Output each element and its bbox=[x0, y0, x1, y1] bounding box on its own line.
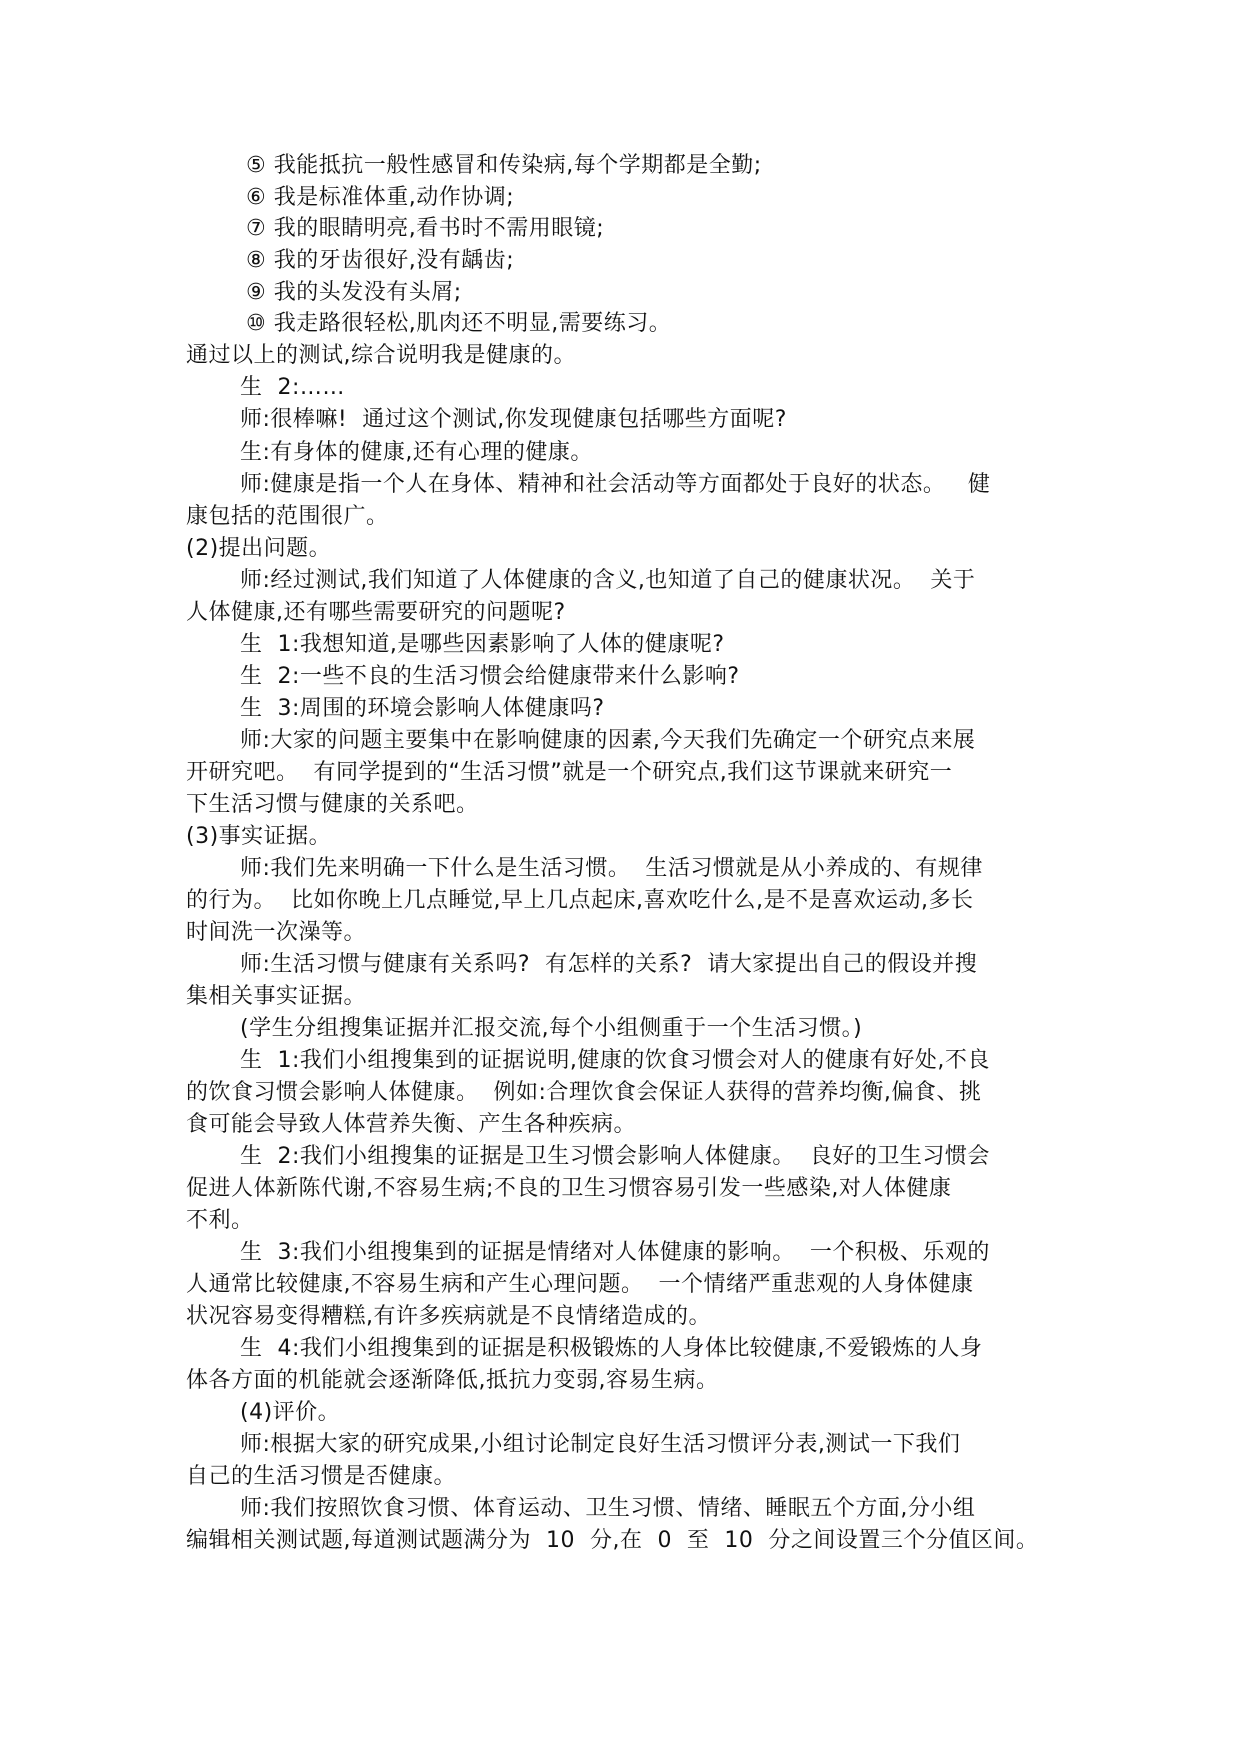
text-line: 师:经过测试,我们知道了人体健康的含义,也知道了自己的健康状况。 关于 bbox=[240, 568, 976, 593]
text-line: 编辑相关测试题,每道测试题满分为 10 分,在 0 至 10 分之间设置三个分值区间。 bbox=[186, 1528, 1039, 1553]
text-line: 生 1:我们小组搜集到的证据说明,健康的饮食习惯会对人的健康有好处,不良 bbox=[240, 1048, 990, 1073]
text-line: 生 2:…… bbox=[240, 375, 345, 400]
text-line: 师:根据大家的研究成果,小组讨论制定良好生活习惯评分表,测试一下我们 bbox=[240, 1432, 961, 1457]
text-line: 时间洗一次澡等。 bbox=[186, 920, 367, 945]
text-line: 师:很棒嘛! 通过这个测试,你发现健康包括哪些方面呢? bbox=[240, 407, 787, 432]
text-line: ⑥ 我是标准体重,动作协调; bbox=[246, 185, 515, 210]
text-line: 促进人体新陈代谢,不容易生病;不良的卫生习惯容易引发一些感染,对人体健康 bbox=[186, 1176, 952, 1201]
text-line: ⑩ 我走路很轻松,肌肉还不明显,需要练习。 bbox=[246, 311, 672, 336]
section-heading: (2)提出问题。 bbox=[186, 536, 332, 561]
text-line: 师:我们先来明确一下什么是生活习惯。 生活习惯就是从小养成的、有规律 bbox=[240, 856, 983, 881]
text-line: 集相关事实证据。 bbox=[186, 984, 367, 1009]
text-line: ⑤ 我能抵抗一般性感冒和传染病,每个学期都是全勤; bbox=[246, 153, 762, 178]
text-line: 不利。 bbox=[186, 1208, 254, 1233]
text-line: ⑧ 我的牙齿很好,没有龋齿; bbox=[246, 248, 515, 273]
text-line: 人体健康,还有哪些需要研究的问题呢? bbox=[186, 600, 566, 625]
text-line: 自己的生活习惯是否健康。 bbox=[186, 1464, 457, 1489]
text-line: ⑨ 我的头发没有头屑; bbox=[246, 280, 462, 305]
text-line: 开研究吧。 有同学提到的“生活习惯”就是一个研究点,我们这节课就来研究一 bbox=[186, 760, 953, 785]
text-line: 的饮食习惯会影响人体健康。 例如:合理饮食会保证人获得的营养均衡,偏食、挑 bbox=[186, 1080, 982, 1105]
text-line: 的行为。 比如你晚上几点睡觉,早上几点起床,喜欢吃什么,是不是喜欢运动,多长 bbox=[186, 888, 974, 913]
text-line: 生 1:我想知道,是哪些因素影响了人体的健康呢? bbox=[240, 632, 725, 657]
text-line: 生 3:我们小组搜集到的证据是情绪对人体健康的影响。 一个积极、乐观的 bbox=[240, 1240, 990, 1265]
text-line: 体各方面的机能就会逐渐降低,抵抗力变弱,容易生病。 bbox=[186, 1368, 719, 1393]
text-line: 人通常比较健康,不容易生病和产生心理问题。 一个情绪严重悲观的人身体健康 bbox=[186, 1272, 974, 1297]
text-line: 师:我们按照饮食习惯、体育运动、卫生习惯、情绪、睡眠五个方面,分小组 bbox=[240, 1496, 976, 1521]
text-line: 师:健康是指一个人在身体、精神和社会活动等方面都处于良好的状态。 健 bbox=[240, 472, 991, 497]
text-line: (学生分组搜集证据并汇报交流,每个小组侧重于一个生活习惯。) bbox=[240, 1016, 863, 1041]
text-line: 生:有身体的健康,还有心理的健康。 bbox=[240, 440, 593, 465]
text-line: 师:大家的问题主要集中在影响健康的因素,今天我们先确定一个研究点来展 bbox=[240, 728, 976, 753]
text-line: 师:生活习惯与健康有关系吗? 有怎样的关系? 请大家提出自己的假设并搜 bbox=[240, 952, 978, 977]
text-line: 状况容易变得糟糕,有许多疾病就是不良情绪造成的。 bbox=[186, 1304, 711, 1329]
text-line: 通过以上的测试,综合说明我是健康的。 bbox=[186, 343, 576, 368]
text-line: 食可能会导致人体营养失衡、产生各种疾病。 bbox=[186, 1112, 637, 1137]
text-line: 生 3:周围的环境会影响人体健康吗? bbox=[240, 696, 605, 721]
text-line: 下生活习惯与健康的关系吧。 bbox=[186, 792, 479, 817]
text-line: 生 4:我们小组搜集到的证据是积极锻炼的人身体比较健康,不爱锻炼的人身 bbox=[240, 1336, 983, 1361]
text-line: 生 2:我们小组搜集的证据是卫生习惯会影响人体健康。 良好的卫生习惯会 bbox=[240, 1144, 990, 1169]
text-line: 康包括的范围很广。 bbox=[186, 504, 389, 529]
text-line: ⑦ 我的眼睛明亮,看书时不需用眼镜; bbox=[246, 216, 605, 241]
section-heading: (4)评价。 bbox=[240, 1400, 341, 1425]
section-heading: (3)事实证据。 bbox=[186, 824, 332, 849]
text-line: 生 2:一些不良的生活习惯会给健康带来什么影响? bbox=[240, 664, 740, 689]
